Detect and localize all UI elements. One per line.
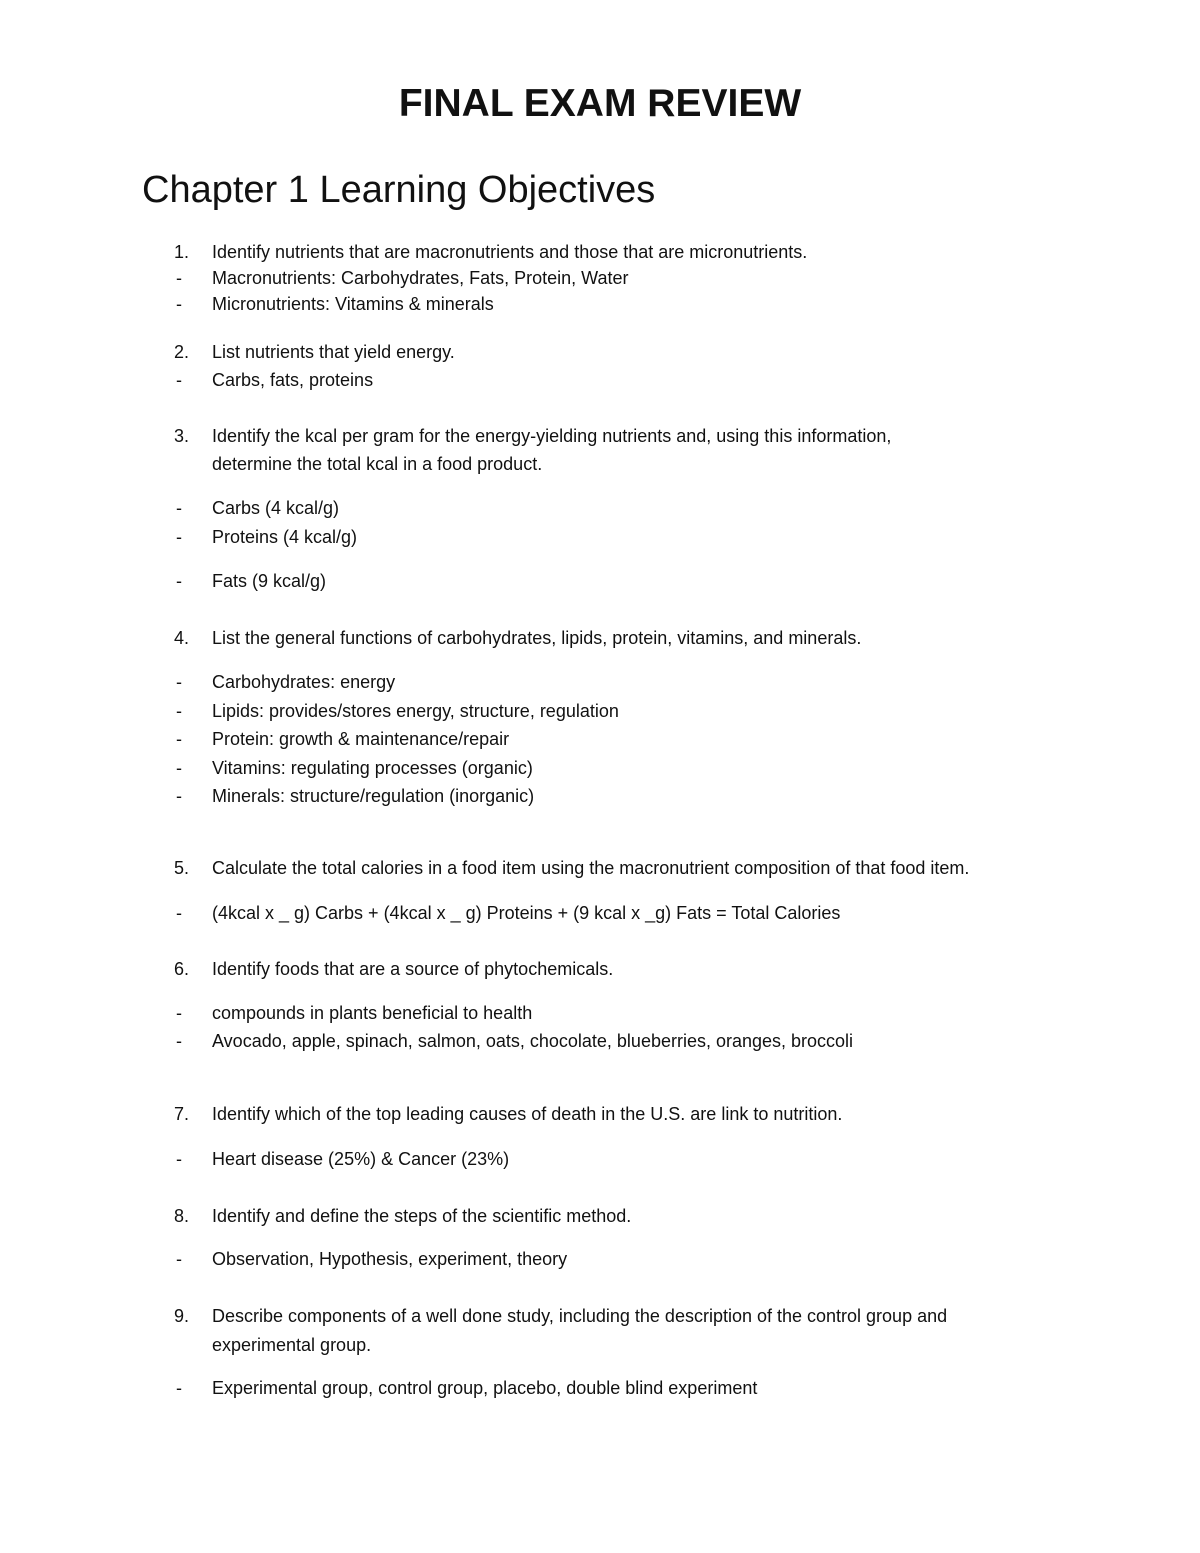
objective-number: 7.: [174, 1104, 190, 1124]
objective-number: 3.: [174, 426, 190, 446]
objective-text: determine the total kcal in a food product.: [212, 454, 543, 474]
objective-text: List nutrients that yield energy.: [212, 342, 455, 362]
objective-number: 4.: [174, 628, 190, 648]
objective-text: Describe components of a well done study, including the description of the control group and: [212, 1306, 948, 1326]
answer-text: compounds in plants beneficial to health: [212, 1003, 533, 1023]
dash-bullet-icon: -: [176, 1149, 182, 1169]
objective-9-question-line: [0, 1331, 1200, 1359]
dash-bullet-icon: -: [176, 672, 182, 692]
objective-3-question-line: [0, 450, 1200, 478]
objective-number: 1.: [174, 242, 190, 262]
objective-text: Identify nutrients that are macronutrients and those that are micronutrients.: [212, 242, 808, 262]
answer-text: Carbohydrates: energy: [212, 672, 396, 692]
objective-3-answer-item: [0, 523, 1200, 551]
objective-text: experimental group.: [212, 1335, 372, 1355]
answer-text: Experimental group, control group, placebo, double blind experiment: [212, 1378, 758, 1398]
dash-bullet-icon: -: [176, 527, 182, 547]
objective-text: Identify and define the steps of the scientific method.: [212, 1206, 632, 1226]
answer-text: (4kcal x _ g) Carbs + (4kcal x _ g) Proteins + (9 kcal x _g) Fats = Total Calories: [212, 903, 841, 923]
objective-1-question-line: [0, 238, 1200, 266]
answer-text: Micronutrients: Vitamins & minerals: [212, 294, 494, 314]
objective-2-question-line: [0, 338, 1200, 366]
objective-4-answer-item: [0, 725, 1200, 753]
dash-bullet-icon: -: [176, 268, 182, 288]
objective-1-answer-item: [0, 264, 1200, 292]
objective-8-question-line: [0, 1202, 1200, 1230]
dash-bullet-icon: -: [176, 729, 182, 749]
objective-text: Identify which of the top leading causes of death in the U.S. are link to nutrition.: [212, 1104, 843, 1124]
dash-bullet-icon: -: [176, 758, 182, 778]
objective-6-question-line: [0, 955, 1200, 983]
answer-text: Proteins (4 kcal/g): [212, 527, 358, 547]
objective-number: 5.: [174, 858, 190, 878]
objective-text: Identify the kcal per gram for the energy-yielding nutrients and, using this information,: [212, 426, 892, 446]
answer-text: Protein: growth & maintenance/repair: [212, 729, 510, 749]
dash-bullet-icon: -: [176, 1031, 182, 1051]
answer-text: Fats (9 kcal/g): [212, 571, 327, 591]
answer-text: Minerals: structure/regulation (inorganic): [212, 786, 535, 806]
answer-text: Carbs, fats, proteins: [212, 370, 374, 390]
objective-5-question-line: [0, 854, 1200, 882]
answer-text: Observation, Hypothesis, experiment, theory: [212, 1249, 568, 1269]
objective-number: 2.: [174, 342, 190, 362]
objective-2-answer-item: [0, 366, 1200, 394]
objective-3-answer-item: [0, 494, 1200, 522]
objective-7-answer-item: [0, 1145, 1200, 1173]
objective-number: 8.: [174, 1206, 190, 1226]
answer-text: Lipids: provides/stores energy, structure, regulation: [212, 701, 619, 721]
objective-3-answer-item: [0, 567, 1200, 595]
objective-5-answer-item: [0, 899, 1200, 927]
dash-bullet-icon: -: [176, 1003, 182, 1023]
document-title: FINAL EXAM REVIEW: [398, 82, 802, 125]
objective-4-answer-item: [0, 782, 1200, 810]
dash-bullet-icon: -: [176, 1378, 182, 1398]
answer-text: Avocado, apple, spinach, salmon, oats, chocolate, blueberries, oranges, broccoli: [212, 1031, 854, 1051]
objective-text: Calculate the total calories in a food item using the macronutrient composition of that food item.: [212, 858, 970, 878]
objective-4-question-line: [0, 624, 1200, 652]
objective-number: 9.: [174, 1306, 190, 1326]
objective-text: List the general functions of carbohydrates, lipids, protein, vitamins, and minerals.: [212, 628, 862, 648]
dash-bullet-icon: -: [176, 370, 182, 390]
objective-6-answer-item: [0, 1027, 1200, 1055]
dash-bullet-icon: -: [176, 701, 182, 721]
dash-bullet-icon: -: [176, 571, 182, 591]
objective-7-question-line: [0, 1100, 1200, 1128]
objective-text: Identify foods that are a source of phytochemicals.: [212, 959, 614, 979]
answer-text: Carbs (4 kcal/g): [212, 498, 340, 518]
dash-bullet-icon: -: [176, 498, 182, 518]
objective-1-answer-item: [0, 290, 1200, 318]
objective-4-answer-item: [0, 668, 1200, 696]
answer-text: Vitamins: regulating processes (organic): [212, 758, 533, 778]
objective-4-answer-item: [0, 697, 1200, 725]
dash-bullet-icon: -: [176, 294, 182, 314]
dash-bullet-icon: -: [176, 1249, 182, 1269]
objective-9-question-line: [0, 1302, 1200, 1330]
chapter-heading: Chapter 1 Learning Objectives: [142, 169, 656, 211]
objective-number: 6.: [174, 959, 190, 979]
objective-3-question-line: [0, 422, 1200, 450]
dash-bullet-icon: -: [176, 786, 182, 806]
objective-6-answer-item: [0, 999, 1200, 1027]
answer-text: Macronutrients: Carbohydrates, Fats, Protein, Water: [212, 268, 629, 288]
objective-8-answer-item: [0, 1245, 1200, 1273]
objective-9-answer-item: [0, 1374, 1200, 1402]
dash-bullet-icon: -: [176, 903, 182, 923]
answer-text: Heart disease (25%) & Cancer (23%): [212, 1149, 510, 1169]
objective-4-answer-item: [0, 754, 1200, 782]
